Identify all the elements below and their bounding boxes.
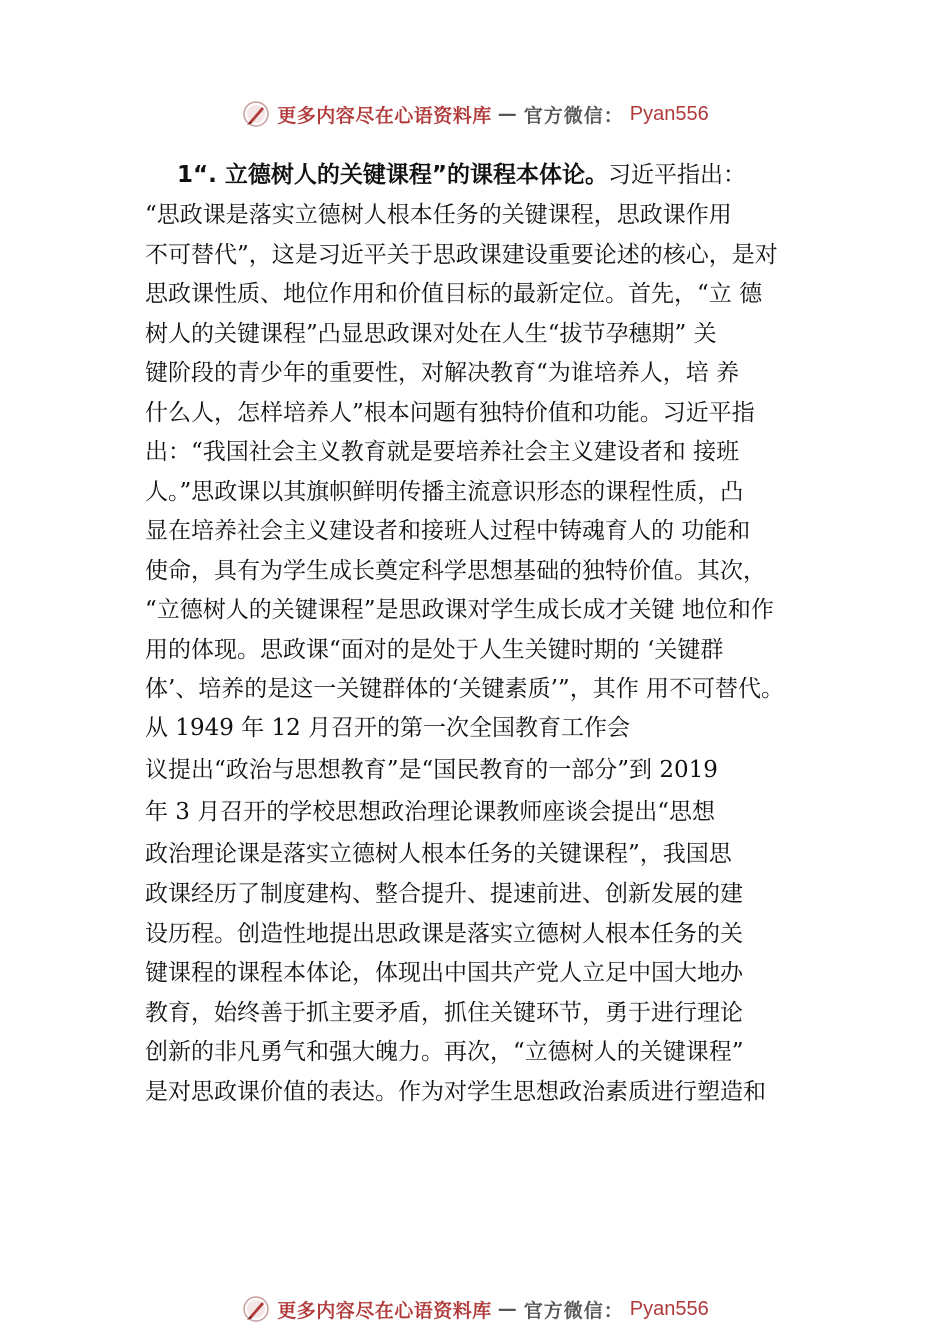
footer-watermark — [0, 1289, 950, 1329]
header-watermark — [0, 94, 950, 134]
body-line: 设历程。创造性地提出思政课是落实立德树人根本任务的关 — [145, 921, 743, 947]
body-line: 是对思政课价值的表达。作为对学生思想政治素质进行塑造和 — [145, 1079, 766, 1105]
body-line: 人。”思政课以其旗帜鲜明传播主流意识形态的课程性质，凸 — [145, 479, 744, 505]
section-heading: 1“. 立德树人的关键课程”的课程本体论。 — [177, 162, 608, 188]
body-line: 习近平指出： — [607, 162, 746, 188]
body-line: 体’、培养的是这一关键群体的‘关键素质’”，其作 用不可替代。 — [145, 676, 785, 702]
body-line: 什么人，怎样培养人”根本问题有独特价值和功能。习近平指 — [145, 400, 755, 426]
watermark-official-label: 官方微信： — [523, 104, 624, 127]
body-line: 年 3 月召开的学校思想政治理论课教师座谈会提出“思想 — [145, 799, 716, 825]
body-line: 用的体现。思政课“面对的是处于人生关键时期的 ‘关键群 — [145, 637, 724, 663]
body-line: 不可替代”，这是习近平关于思政课建设重要论述的核心，是对 — [145, 242, 778, 268]
watermark-site-name: 更多内容尽在心语资料库 — [277, 104, 492, 127]
quill-pen-circle-icon — [241, 99, 271, 129]
body-line: 教育，始终善于抓主要矛盾，抓住关键环节，勇于进行理论 — [145, 1000, 743, 1026]
watermark-official-label: 官方微信： — [523, 1299, 624, 1322]
paragraph-line-first — [177, 160, 746, 190]
quill-pen-circle-icon — [241, 1294, 271, 1324]
body-line: 政课经历了制度建构、整合提升、提速前进、创新发展的建 — [145, 881, 743, 907]
body-line: 出：“我国社会主义教育就是要培养社会主义建设者和 接班 — [145, 439, 740, 465]
body-line: 创新的非凡勇气和强大魄力。再次，“立德树人的关键课程” — [145, 1039, 744, 1065]
body-line: 显在培养社会主义建设者和接班人过程中铸魂育人的 功能和 — [145, 518, 751, 544]
body-line: 树人的关键课程”凸显思政课对处在人生“拔节孕穗期” 关 — [145, 321, 717, 347]
watermark-site-name: 更多内容尽在心语资料库 — [277, 1299, 492, 1322]
watermark-wechat-id: Pyan556 — [629, 1297, 709, 1320]
body-line: 从 1949 年 12 月召开的第一次全国教育工作会 — [145, 715, 631, 741]
body-line: 使命，具有为学生成长奠定科学思想基础的独特价值。其次， — [145, 558, 766, 584]
watermark-wechat-id: Pyan556 — [629, 102, 709, 125]
body-line: 键课程的课程本体论，体现出中国共产党人立足中国大地办 — [145, 960, 743, 986]
body-line: 键阶段的青少年的重要性，对解决教育“为谁培养人，培 养 — [145, 360, 740, 386]
body-line: “立德树人的关键课程”是思政课对学生成长成才关键 地位和作 — [145, 597, 774, 623]
body-line: 思政课性质、地位作用和价值目标的最新定位。首先，“立 德 — [145, 281, 763, 307]
watermark-separator: — — [497, 103, 518, 125]
watermark-separator: — — [497, 1298, 518, 1320]
body-line: 政治理论课是落实立德树人根本任务的关键课程”，我国思 — [145, 841, 732, 867]
body-line: 议提出“政治与思想教育”是“国民教育的一部分”到 2019 — [145, 757, 718, 783]
body-line: “思政课是落实立德树人根本任务的关键课程，思政课作用 — [145, 202, 732, 228]
